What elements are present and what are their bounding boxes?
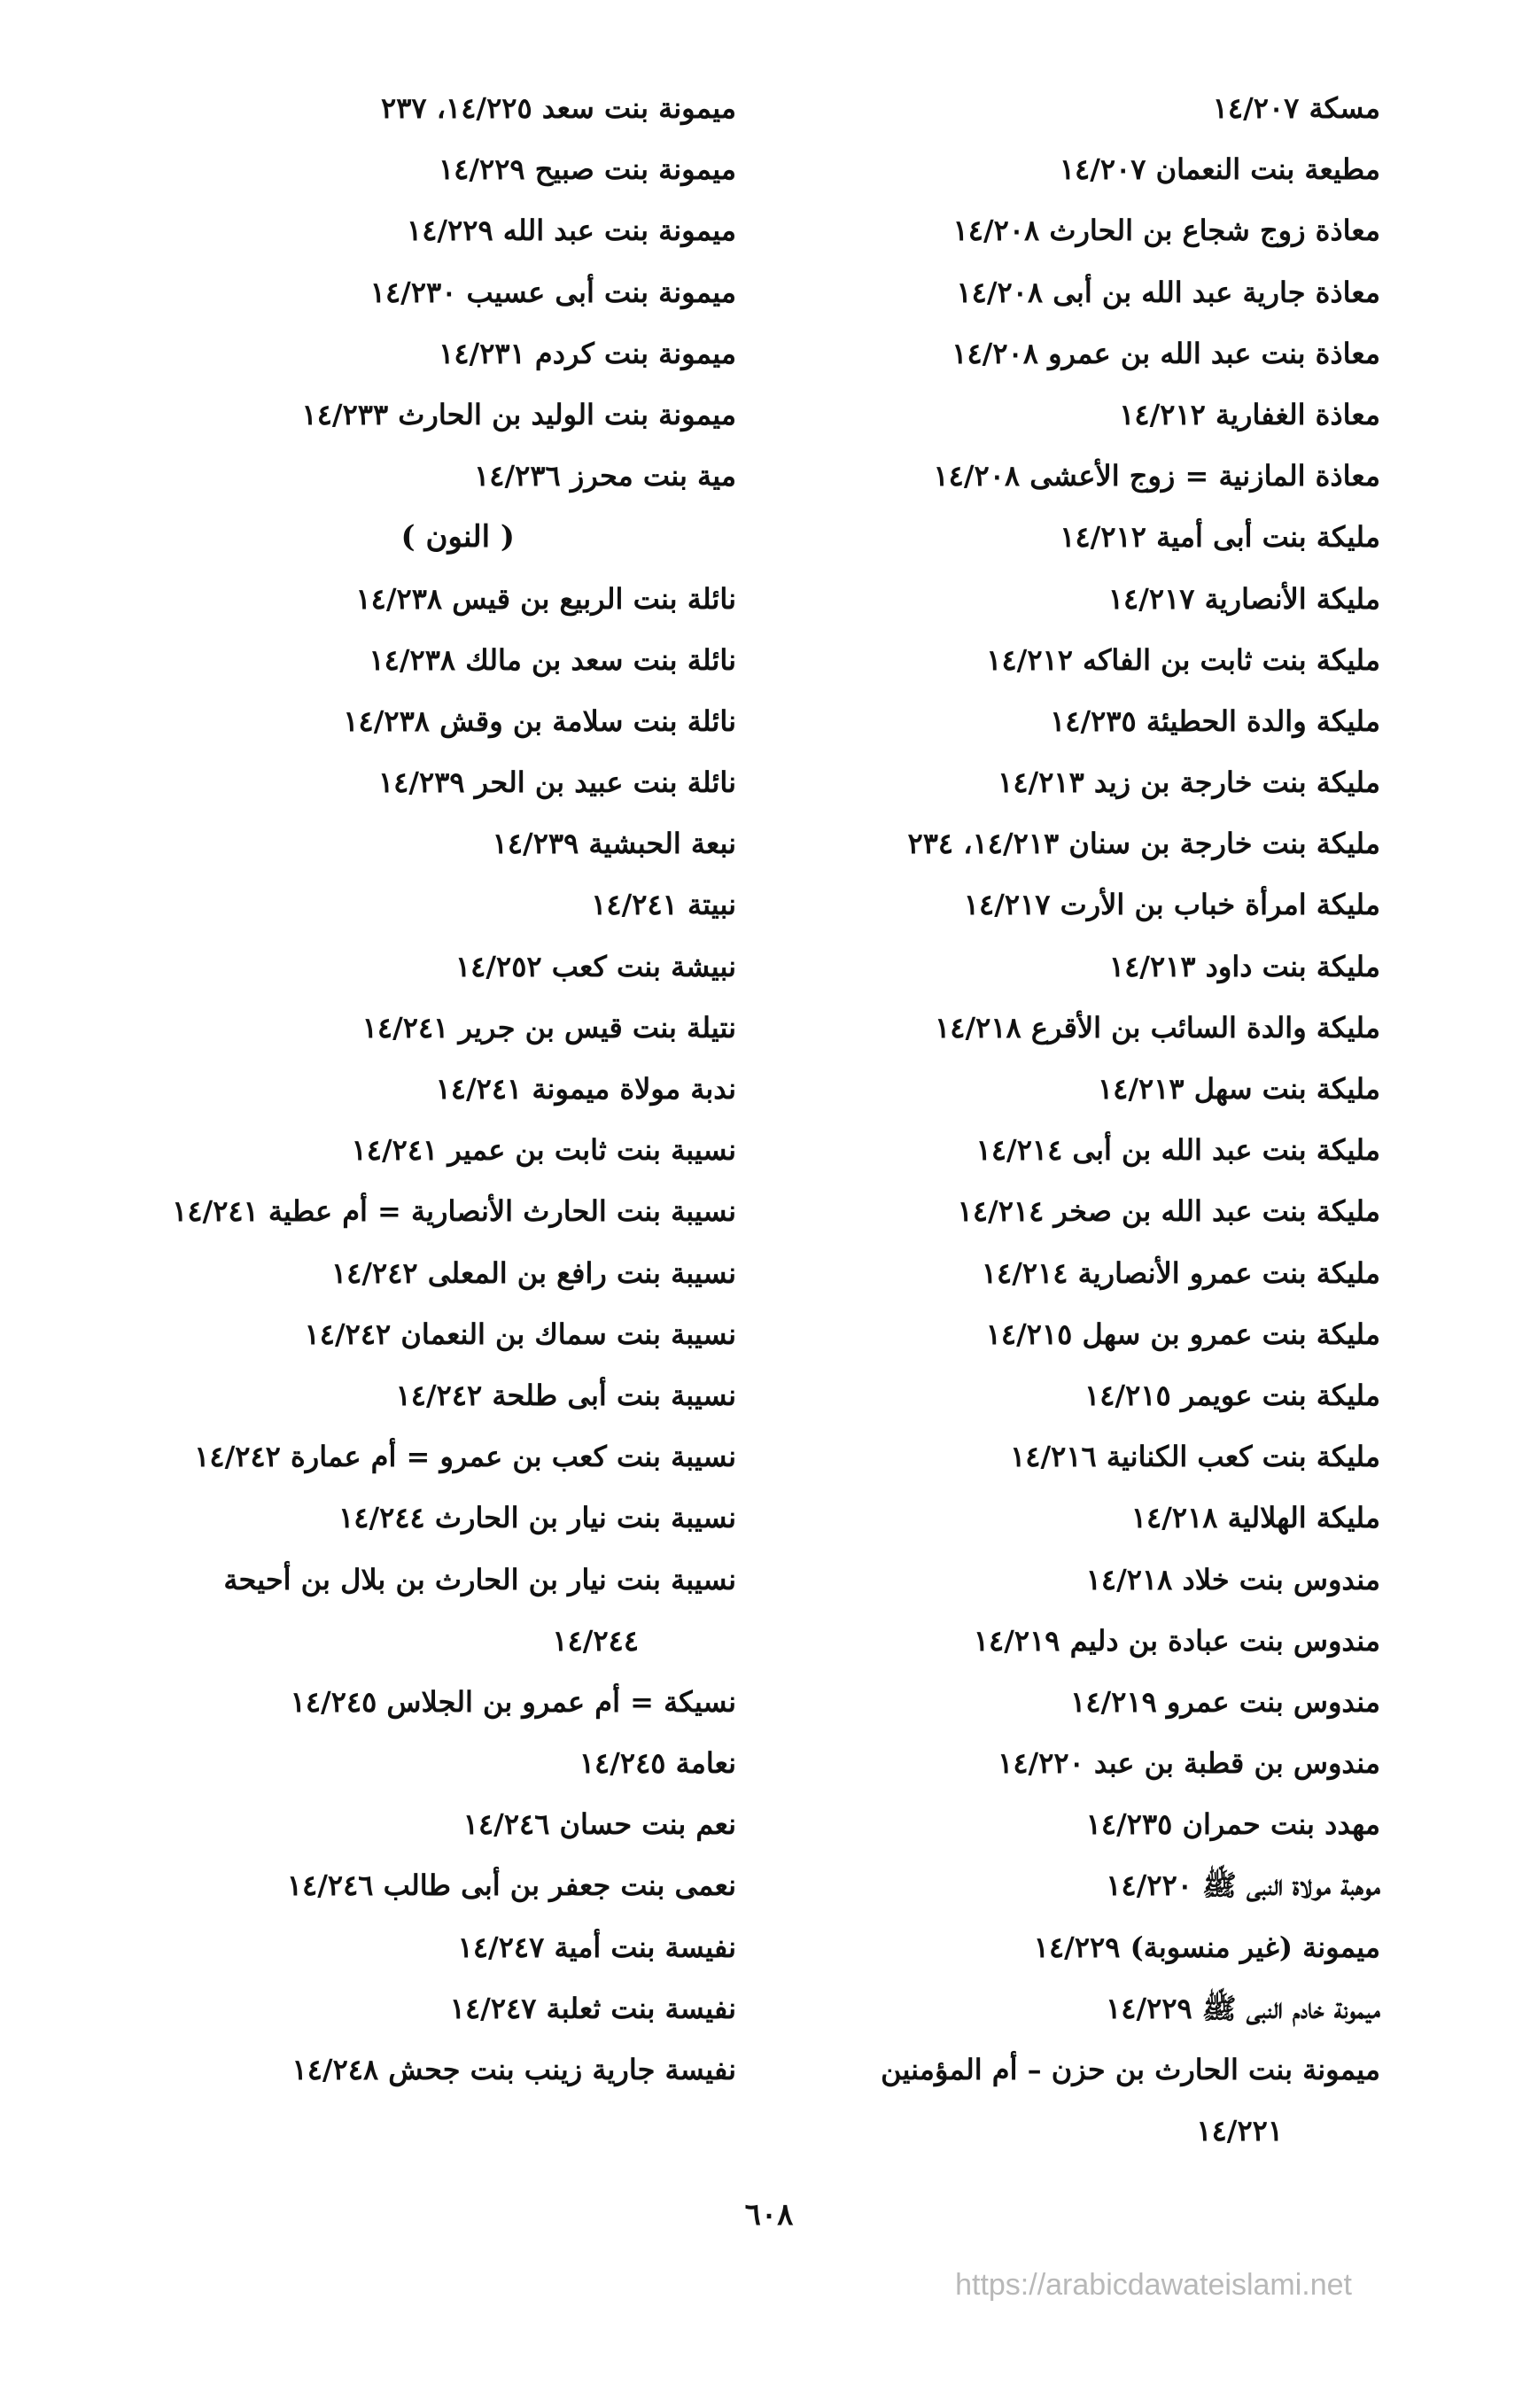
index-entry: مليكة بنت خارجة بن سنان ١٤/٢١٣، ٢٣٤	[907, 827, 1380, 861]
left-column	[45, 78, 736, 2101]
index-entry: نائلة بنت سعد بن مالك ١٤/٢٣٨	[369, 642, 736, 677]
index-entry: نفيسة بنت ثعلبة ١٤/٢٤٧	[449, 1991, 736, 2025]
index-entry: ميمونة بنت صبيح ١٤/٢٢٩	[438, 152, 736, 187]
index-entry: معاذة المازنية = زوج الأعشى ١٤/٢٠٨	[933, 459, 1380, 493]
page-number: ٦٠٨	[744, 2197, 794, 2233]
index-entry: نائلة بنت سلامة بن وقش ١٤/٢٣٨	[343, 703, 736, 738]
index-entry: نعامة ١٤/٢٤٥	[579, 1746, 736, 1781]
index-entry: نسيكة = أم عمرو بن الجلاس ١٤/٢٤٥	[290, 1684, 736, 1719]
index-entry: مسكة ١٤/٢٠٧	[1212, 91, 1380, 125]
index-entry: نسيبة بنت الحارث الأنصارية = أم عطية ١٤/٢٤١	[172, 1194, 736, 1229]
index-entry: مليكة بنت عويمر ١٤/٢١٥	[1084, 1378, 1380, 1412]
index-entry: ميمونة بنت سعد ١٤/٢٢٥، ٢٣٧	[381, 91, 736, 125]
index-entry: نائلة بنت عبيد بن الحر ١٤/٢٣٩	[377, 765, 736, 800]
index-entry: ميمونة بنت عبد الله ١٤/٢٢٩	[407, 214, 736, 248]
index-entry: نبيتة ١٤/٢٤١	[591, 888, 736, 922]
index-entry: نعم بنت حسان ١٤/٢٤٦	[462, 1807, 736, 1842]
index-entry: نسيبة بنت نيار بن الحارث ١٤/٢٤٤	[338, 1501, 736, 1535]
index-entry: مليكة والدة السائب بن الأقرع ١٤/٢١٨	[935, 1010, 1380, 1045]
index-entry: نائلة بنت الربيع بن قيس ١٤/٢٣٨	[355, 581, 736, 616]
index-entry: ميمونة بنت أبى عسيب ١٤/٢٣٠	[369, 275, 736, 309]
index-entry: معاذة زوج شجاع بن الحارث ١٤/٢٠٨	[952, 214, 1380, 248]
section-heading-noon: ( النون )	[400, 519, 515, 555]
index-entry: نسيبة بنت أبى طلحة ١٤/٢٤٢	[395, 1378, 736, 1412]
watermark-url: https://arabicdawateislami.net	[955, 2268, 1352, 2302]
index-entry: مليكة الهلالية ١٤/٢١٨	[1130, 1501, 1380, 1535]
index-entry: ميمونة بنت الوليد بن الحارث ١٤/٢٣٣	[301, 397, 736, 431]
index-entry: مليكة بنت عمرو بن سهل ١٤/٢١٥	[985, 1317, 1380, 1351]
index-entry: ميمونة (غير منسوبة) ١٤/٢٢٩	[1033, 1930, 1380, 1964]
index-entry: مليكة بنت أبى أمية ١٤/٢١٢	[1060, 520, 1380, 555]
index-entry: مليكة بنت سهل ١٤/٢١٣	[1097, 1072, 1380, 1106]
index-entry: نسيبة بنت نيار بن الحارث بن بلال بن أحيحة	[223, 1562, 736, 1596]
index-entry: نفيسة بنت أمية ١٤/٢٤٧	[457, 1930, 736, 1964]
index-entry: ميمونة بنت كردم ١٤/٢٣١	[439, 336, 736, 370]
index-entry: مليكة بنت عبد الله بن أبى ١٤/٢١٤	[975, 1133, 1380, 1168]
right-column	[778, 78, 1380, 2162]
index-entry: موهبة مولاة النبى ﷺ ١٤/٢٢٠	[1106, 1868, 1380, 1903]
index-entry-continuation: ١٤/٢٢١	[1196, 2114, 1283, 2148]
index-entry: مليكة بنت ثابت بن الفاكه ١٤/٢١٢	[986, 642, 1380, 677]
index-entry: ندبة مولاة ميمونة ١٤/٢٤١	[435, 1072, 736, 1106]
index-entry: معاذة بنت عبد الله بن عمرو ١٤/٢٠٨	[952, 336, 1380, 370]
index-entry: ميمونة بنت الحارث بن حزن – أم المؤمنين	[881, 2053, 1380, 2086]
index-entry: نتيلة بنت قيس بن جرير ١٤/٢٤١	[361, 1010, 736, 1045]
index-entry: نفيسة جارية زينب بنت جحش ١٤/٢٤٨	[291, 2053, 736, 2086]
index-entry: مليكة بنت عمرو الأنصارية ١٤/٢١٤	[981, 1255, 1380, 1290]
index-entry: مليكة بنت عبد الله بن صخر ١٤/٢١٤	[957, 1194, 1380, 1229]
index-entry: معاذة جارية عبد الله بن أبى ١٤/٢٠٨	[956, 275, 1380, 309]
index-entry: مندوس بنت عبادة بن دليم ١٤/٢١٩	[973, 1623, 1380, 1658]
index-entry: نعمى بنت جعفر بن أبى طالب ١٤/٢٤٦	[286, 1868, 736, 1903]
index-entry: مليكة امرأة خباب بن الأرت ١٤/٢١٧	[963, 888, 1380, 922]
index-entry: مندوس بنت عمرو ١٤/٢١٩	[1070, 1684, 1380, 1719]
index-entry: نسيبة بنت ثابت بن عمير ١٤/٢٤١	[351, 1133, 736, 1168]
index-entry: مهدد بنت حمران ١٤/٢٣٥	[1085, 1807, 1380, 1842]
index-entry: مليكة بنت كعب الكنانية ١٤/٢١٦	[1010, 1440, 1380, 1474]
index-entry: مطيعة بنت النعمان ١٤/٢٠٧	[1059, 152, 1380, 187]
index-entry: نسيبة بنت سماك بن النعمان ١٤/٢٤٢	[304, 1317, 736, 1351]
index-entry: ميمونة خادم النبى ﷺ ١٤/٢٢٩	[1106, 1991, 1380, 2025]
index-entry: نسيبة بنت كعب بن عمرو = أم عمارة ١٤/٢٤٢	[194, 1440, 736, 1474]
index-entry: نبيشة بنت كعب ١٤/٢٥٢	[454, 949, 736, 983]
index-entry: معاذة الغفارية ١٤/٢١٢	[1119, 397, 1380, 431]
index-entry: مليكة والدة الحطيئة ١٤/٢٣٥	[1050, 703, 1380, 738]
index-entry: نسيبة بنت رافع بن المعلى ١٤/٢٤٢	[330, 1255, 736, 1290]
index-entry: نبعة الحبشية ١٤/٢٣٩	[492, 827, 736, 861]
index-entry: مندوس بن قطبة بن عبد ١٤/٢٢٠	[998, 1746, 1380, 1781]
index-entry: مندوس بنت خلاد ١٤/٢١٨	[1085, 1562, 1380, 1596]
index-entry: مليكة بنت خارجة بن زيد ١٤/٢١٣	[998, 765, 1380, 800]
index-entry: مليكة بنت داود ١٤/٢١٣	[1108, 949, 1380, 983]
index-entry: مليكة الأنصارية ١٤/٢١٧	[1107, 581, 1380, 616]
index-entry: مية بنت محرز ١٤/٢٣٦	[474, 459, 736, 493]
index-entry-continuation: ١٤/٢٤٤	[552, 1623, 639, 1658]
